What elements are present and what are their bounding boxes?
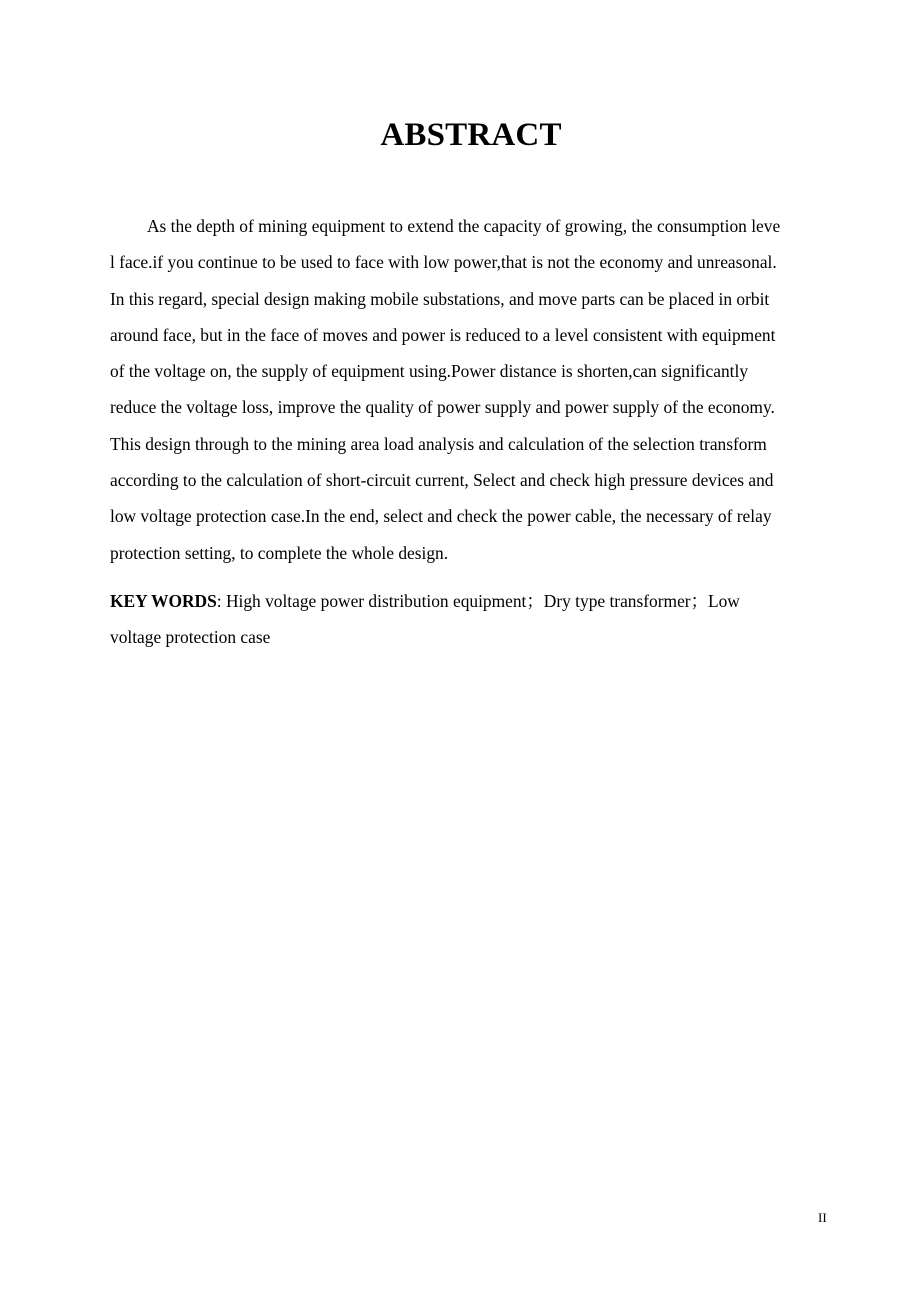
keywords-label: KEY WORDS (110, 591, 217, 611)
abstract-line: protection setting, to complete the whole design. (110, 542, 449, 563)
abstract-line: low voltage protection case.In the end, select and check the power cable, the necessary of relay (110, 506, 772, 527)
abstract-paragraph (110, 208, 832, 571)
abstract-line: This design through to the mining area load analysis and calculation of the selection transform (110, 433, 767, 454)
keywords-line (110, 583, 832, 619)
abstract-line: In this regard, special design making mobile substations, and move parts can be placed in orbit (110, 288, 770, 309)
abstract-line: of the voltage on, the supply of equipment using.Power distance is shorten,can significantly (110, 361, 749, 382)
abstract-line: according to the calculation of short-circuit current, Select and check high pressure devices and (110, 470, 774, 491)
keywords-section (110, 583, 832, 656)
keywords-text: : High voltage power distribution equipment；Dry type transformer；Low (216, 591, 740, 611)
abstract-line: around face, but in the face of moves and power is reduced to a level consistent with equipment (110, 324, 776, 345)
abstract-line: reduce the voltage loss, improve the quality of power supply and power supply of the economy. (110, 397, 775, 418)
keywords-line-continued: voltage protection case (110, 627, 271, 648)
abstract-line: l face.if you continue to be used to face with low power,that is not the economy and unreasonal. (110, 252, 777, 273)
page-title: ABSTRACT (380, 117, 562, 153)
abstract-line: As the depth of mining equipment to extend the capacity of growing, the consumption leve (147, 216, 781, 236)
page-number: II (818, 1210, 827, 1225)
